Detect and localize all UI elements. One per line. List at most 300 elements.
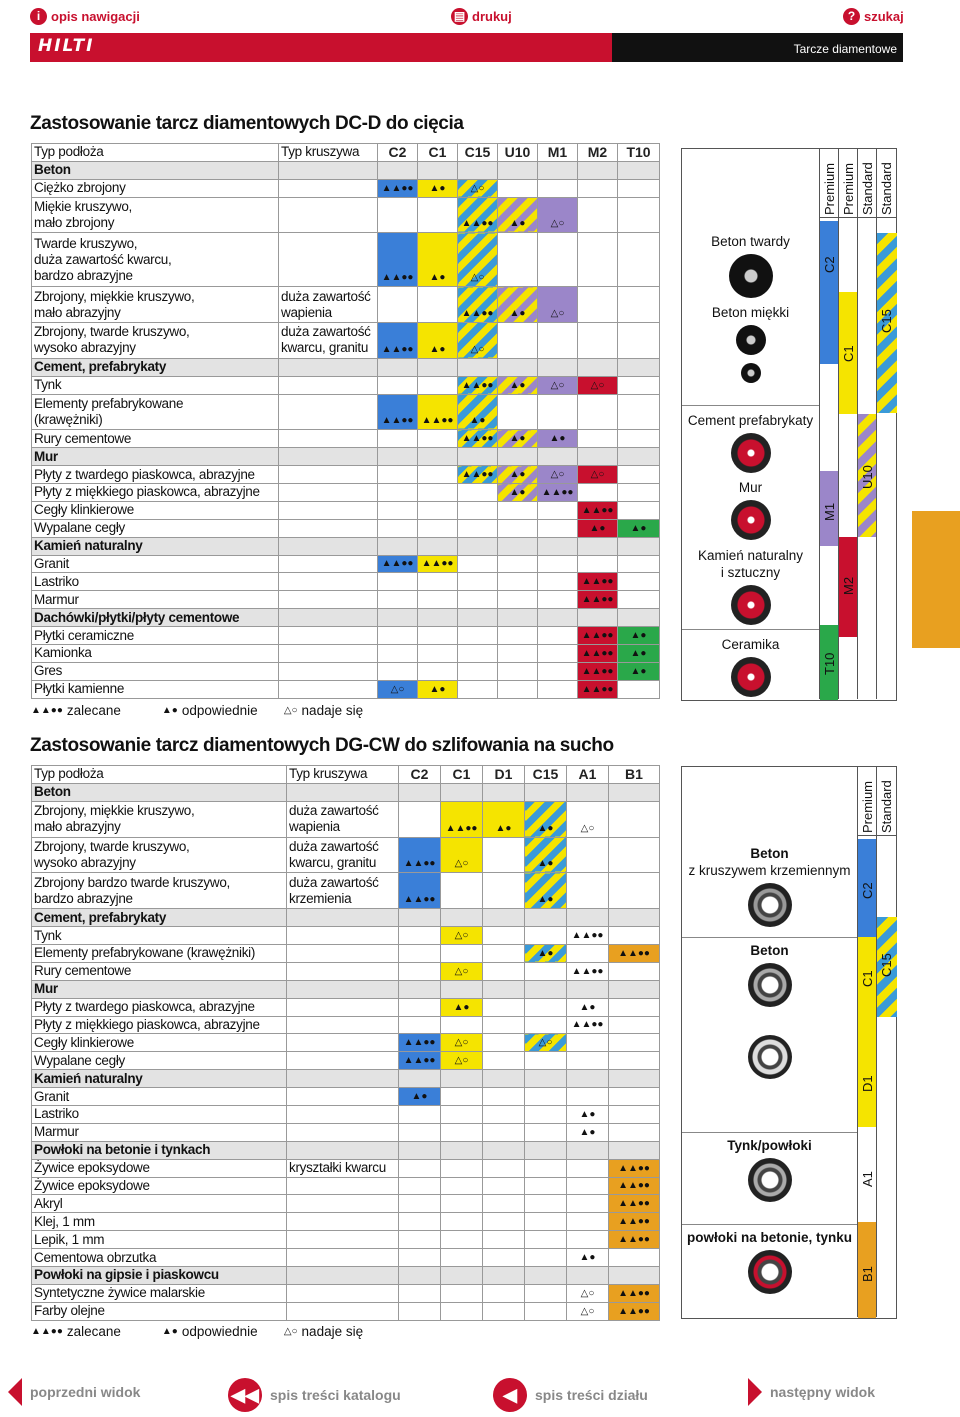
rating-cell-c15 bbox=[525, 1141, 567, 1159]
row-aggregate bbox=[287, 1213, 399, 1231]
bar-c2: C2 bbox=[820, 221, 838, 364]
nav-search[interactable] bbox=[843, 5, 904, 27]
rating-cell-b1: ▲▲●● bbox=[609, 1284, 660, 1302]
disc-icon bbox=[748, 1035, 792, 1079]
rating-cell-a1 bbox=[567, 1088, 609, 1106]
table-row bbox=[32, 287, 660, 323]
rating-cell-b1 bbox=[609, 1249, 660, 1267]
rating-cell-a1: ▲● bbox=[567, 1123, 609, 1141]
rating-cell-m2: ▲▲●● bbox=[578, 627, 618, 645]
rating-cell-c2 bbox=[378, 448, 418, 466]
rating-cell-c2 bbox=[399, 1159, 441, 1177]
row-aggregate bbox=[287, 909, 399, 927]
rating-cell-b1: ▲▲●● bbox=[609, 1195, 660, 1213]
nav-toc-section[interactable]: ◀ spis treści działu bbox=[493, 1378, 648, 1412]
rating-cell-c1: ▲▲●● bbox=[418, 555, 458, 573]
header-col-a1: A1 bbox=[567, 766, 609, 784]
rating-cell-t10 bbox=[618, 322, 660, 358]
rating-cell-c2 bbox=[378, 287, 418, 323]
rating-cell-m2: ▲▲●● bbox=[578, 501, 618, 519]
rating-cell-c15: ▲● bbox=[525, 837, 567, 873]
rating-cell-c1 bbox=[418, 573, 458, 591]
col2-premium: Premium bbox=[860, 780, 875, 833]
box-cement: Cement prefabrykaty bbox=[682, 405, 819, 477]
rating-cell-c2 bbox=[378, 358, 418, 376]
disc-icon bbox=[736, 325, 766, 355]
rating-cell-c1 bbox=[441, 944, 483, 962]
table-row bbox=[32, 1177, 660, 1195]
table-row bbox=[32, 591, 660, 609]
rating-cell-d1 bbox=[483, 1195, 525, 1213]
row-aggregate bbox=[287, 1284, 399, 1302]
rating-cell-u10: ▲● bbox=[498, 466, 538, 484]
rating-cell-m1 bbox=[538, 394, 578, 430]
arrow-left-icon bbox=[8, 1378, 22, 1406]
rating-cell-c1: ▲● bbox=[418, 680, 458, 698]
rating-cell-a1 bbox=[567, 1034, 609, 1052]
rating-cell-c15 bbox=[525, 1284, 567, 1302]
rating-cell-b1: ▲▲●● bbox=[609, 1177, 660, 1195]
rating-cell-t10 bbox=[618, 609, 660, 627]
rating-cell-m2 bbox=[578, 430, 618, 448]
rating-cell-u10 bbox=[498, 394, 538, 430]
table-row bbox=[32, 519, 660, 537]
rating-cell-c2 bbox=[378, 466, 418, 484]
row-substrate: Zbrojony, twarde kruszywo, wysoko abrazyjny bbox=[32, 322, 279, 358]
rating-cell-d1 bbox=[483, 1034, 525, 1052]
rating-cell-m2 bbox=[578, 484, 618, 502]
row-substrate: Cement, prefabrykaty bbox=[32, 909, 287, 927]
rating-cell-d1 bbox=[483, 1016, 525, 1034]
rating-cell-t10 bbox=[618, 537, 660, 555]
rating-cell-m1: △○ bbox=[538, 376, 578, 394]
rating-cell-c1 bbox=[441, 1088, 483, 1106]
rating-cell-u10 bbox=[498, 233, 538, 287]
table-row bbox=[32, 801, 660, 837]
arrow-right-icon bbox=[748, 1378, 762, 1406]
rating-cell-u10 bbox=[498, 662, 538, 680]
rating-cell-a1 bbox=[567, 783, 609, 801]
rating-cell-c1: △○ bbox=[441, 927, 483, 945]
rating-cell-c15 bbox=[525, 998, 567, 1016]
rating-cell-u10 bbox=[498, 179, 538, 197]
rating-cell-b1 bbox=[609, 1105, 660, 1123]
rating-cell-c2 bbox=[399, 998, 441, 1016]
category-row bbox=[32, 909, 660, 927]
rating-cell-c1 bbox=[441, 1249, 483, 1267]
table-row bbox=[32, 501, 660, 519]
row-substrate: Mur bbox=[32, 448, 279, 466]
rating-cell-c2 bbox=[399, 1177, 441, 1195]
row-substrate: Kamionka bbox=[32, 645, 279, 663]
row-substrate: Rury cementowe bbox=[32, 430, 279, 448]
row-substrate: Lepik, 1 mm bbox=[32, 1231, 287, 1249]
rating-cell-a1 bbox=[567, 909, 609, 927]
row-aggregate bbox=[279, 627, 378, 645]
bar-m2: M2 bbox=[839, 537, 857, 637]
rating-cell-d1 bbox=[483, 1177, 525, 1195]
rating-cell-c2 bbox=[378, 376, 418, 394]
table-row bbox=[32, 662, 660, 680]
table-row bbox=[32, 873, 660, 909]
table-header bbox=[32, 144, 660, 162]
rating-cell-c15 bbox=[525, 1016, 567, 1034]
rating-cell-c15: ▲● bbox=[525, 873, 567, 909]
nav-toc-catalog[interactable]: ◀◀ spis treści katalogu bbox=[228, 1378, 401, 1412]
row-substrate: Zbrojony, miękkie kruszywo, mało abrazyjny bbox=[32, 801, 287, 837]
rating-cell-d1 bbox=[483, 1302, 525, 1320]
rating-cell-t10 bbox=[618, 197, 660, 233]
category-row bbox=[32, 1070, 660, 1088]
rating-cell-c15 bbox=[458, 448, 498, 466]
rating-cell-c2: ▲▲●● bbox=[378, 233, 418, 287]
rating-cell-a1 bbox=[567, 837, 609, 873]
row-substrate: Płyty z twardego piaskowca, abrazyjne bbox=[32, 998, 287, 1016]
rating-cell-d1 bbox=[483, 837, 525, 873]
nav-info[interactable] bbox=[30, 5, 140, 27]
rating-cell-d1 bbox=[483, 1213, 525, 1231]
rating-cell-b1 bbox=[609, 837, 660, 873]
rating-cell-c1 bbox=[441, 1231, 483, 1249]
rating-cell-d1 bbox=[483, 927, 525, 945]
header-aggregate: Typ kruszywa bbox=[279, 144, 378, 162]
rating-cell-m1 bbox=[538, 645, 578, 663]
row-aggregate bbox=[279, 448, 378, 466]
rating-cell-u10 bbox=[498, 322, 538, 358]
table1-title: Zastosowanie tarcz diamentowych DC-D do cięcia bbox=[30, 113, 464, 134]
legend2: ▲▲●● zalecane ▲● odpowiednie △○ nadaje się bbox=[31, 1324, 364, 1339]
rating-cell-b1: ▲▲●● bbox=[609, 1159, 660, 1177]
table-row bbox=[32, 466, 660, 484]
rating-cell-m1 bbox=[538, 233, 578, 287]
row-aggregate bbox=[279, 179, 378, 197]
rating-cell-c15 bbox=[458, 358, 498, 376]
rating-cell-m2 bbox=[578, 448, 618, 466]
rating-cell-c2 bbox=[399, 1249, 441, 1267]
table-row bbox=[32, 837, 660, 873]
rating-cell-c2: ▲▲●● bbox=[399, 1052, 441, 1070]
rating-cell-c2 bbox=[378, 662, 418, 680]
rating-cell-c1 bbox=[441, 1016, 483, 1034]
rating-cell-a1: △○ bbox=[567, 1284, 609, 1302]
rating-cell-t10 bbox=[618, 430, 660, 448]
rating-cell-a1: △○ bbox=[567, 1302, 609, 1320]
col2-standard: Standard bbox=[879, 780, 894, 833]
disc-icon bbox=[741, 363, 761, 383]
row-aggregate bbox=[287, 1195, 399, 1213]
rating-cell-c1 bbox=[418, 591, 458, 609]
legend-fit: nadaje się bbox=[301, 703, 364, 718]
rating-cell-b1 bbox=[609, 909, 660, 927]
row-substrate: Powłoki na gipsie i piaskowcu bbox=[32, 1266, 287, 1284]
rating-cell-b1 bbox=[609, 1070, 660, 1088]
rating-cell-m2: ▲▲●● bbox=[578, 680, 618, 698]
nav-prev[interactable]: poprzedni widok bbox=[8, 1378, 140, 1406]
rating-cell-c2: ▲▲●● bbox=[378, 322, 418, 358]
rating-cell-c15 bbox=[525, 1249, 567, 1267]
rating-cell-a1: ▲● bbox=[567, 1249, 609, 1267]
rating-cell-c15 bbox=[525, 909, 567, 927]
header-col-c1: C1 bbox=[418, 144, 458, 162]
rating-cell-c2 bbox=[378, 197, 418, 233]
table-row bbox=[32, 1088, 660, 1106]
rating-cell-c2 bbox=[378, 501, 418, 519]
col-standard-2: Standard bbox=[879, 162, 894, 215]
rating-cell-m2 bbox=[578, 394, 618, 430]
rating-cell-b1: ▲▲●● bbox=[609, 1302, 660, 1320]
row-substrate: Cegły klinkierowe bbox=[32, 1034, 287, 1052]
rating-cell-c2 bbox=[378, 430, 418, 448]
row-substrate: Miękie kruszywo, mało zbrojony bbox=[32, 197, 279, 233]
bar2-a1: A1 bbox=[858, 1132, 876, 1222]
header-col-m2: M2 bbox=[578, 144, 618, 162]
rating-cell-c1 bbox=[418, 645, 458, 663]
nav-print-label: drukuj bbox=[472, 8, 512, 24]
rating-cell-c15 bbox=[458, 501, 498, 519]
table2-title: Zastosowanie tarcz diamentowych DG-CW do szlifowania na sucho bbox=[30, 735, 614, 756]
rating-cell-m2: ▲● bbox=[578, 519, 618, 537]
nav-print[interactable] bbox=[451, 5, 512, 27]
row-aggregate bbox=[279, 466, 378, 484]
rating-cell-c1 bbox=[441, 1177, 483, 1195]
row-aggregate bbox=[279, 484, 378, 502]
row-substrate: Elementy prefabrykowane (krawężniki) bbox=[32, 944, 287, 962]
row-substrate: Kamień naturalny bbox=[32, 1070, 287, 1088]
rating-cell-t10 bbox=[618, 680, 660, 698]
row-aggregate bbox=[287, 998, 399, 1016]
nav-info-label: opis nawigacji bbox=[51, 8, 140, 24]
rating-cell-c2: ▲▲●● bbox=[399, 873, 441, 909]
rating-cell-c1: ▲● bbox=[441, 998, 483, 1016]
rating-cell-m2 bbox=[578, 179, 618, 197]
row-substrate: Wypalane cegły bbox=[32, 1052, 287, 1070]
rating-cell-c2 bbox=[378, 627, 418, 645]
row-substrate: Mur bbox=[32, 980, 287, 998]
rating-cell-a1 bbox=[567, 873, 609, 909]
row-substrate: Cementowa obrzutka bbox=[32, 1249, 287, 1267]
side-panel-1 bbox=[681, 148, 897, 701]
row-substrate: Tynk bbox=[32, 927, 287, 945]
rating-cell-c15 bbox=[525, 1088, 567, 1106]
header-col-b1: B1 bbox=[609, 766, 660, 784]
rating-cell-t10 bbox=[618, 484, 660, 502]
section-bar bbox=[612, 33, 903, 62]
disc-icon bbox=[748, 1250, 792, 1294]
table2 bbox=[31, 765, 660, 1321]
rating-cell-m1 bbox=[538, 537, 578, 555]
rating-cell-c2: ▲▲●● bbox=[378, 179, 418, 197]
row-aggregate bbox=[279, 680, 378, 698]
table1 bbox=[31, 143, 660, 699]
box-ceramika: Ceramika bbox=[682, 629, 819, 699]
rating-cell-u10 bbox=[498, 519, 538, 537]
rating-cell-c2 bbox=[378, 519, 418, 537]
rating-cell-m2: ▲▲●● bbox=[578, 662, 618, 680]
rating-cell-c15 bbox=[458, 519, 498, 537]
row-aggregate bbox=[279, 376, 378, 394]
row-aggregate: duża zawartość wapienia bbox=[287, 801, 399, 837]
rating-cell-m1 bbox=[538, 501, 578, 519]
row-aggregate: duża zawartość wapienia bbox=[279, 287, 378, 323]
table-row bbox=[32, 1052, 660, 1070]
rating-cell-c2 bbox=[378, 573, 418, 591]
category-row bbox=[32, 448, 660, 466]
row-aggregate bbox=[287, 962, 399, 980]
rating-cell-c2: ▲▲●● bbox=[399, 1034, 441, 1052]
rating-cell-d1 bbox=[483, 1249, 525, 1267]
rating-cell-u10: ▲● bbox=[498, 376, 538, 394]
table-row bbox=[32, 1249, 660, 1267]
table-row bbox=[32, 1284, 660, 1302]
printer-icon: ▤ bbox=[451, 8, 468, 25]
row-substrate: Farby olejne bbox=[32, 1302, 287, 1320]
row-aggregate: duża zawartość krzemienia bbox=[287, 873, 399, 909]
rating-cell-c1 bbox=[418, 537, 458, 555]
rating-cell-c15: ▲▲●● bbox=[458, 287, 498, 323]
rating-cell-c2 bbox=[399, 1231, 441, 1249]
nav-next[interactable]: następny widok bbox=[748, 1378, 875, 1406]
rating-cell-t10: ▲● bbox=[618, 645, 660, 663]
rating-cell-b1 bbox=[609, 1052, 660, 1070]
box-kamien: Kamień naturalny i sztuczny bbox=[682, 543, 819, 629]
double-arrow-left-icon: ◀◀ bbox=[228, 1378, 262, 1412]
rating-cell-c2 bbox=[399, 1141, 441, 1159]
rating-cell-c2: ▲▲●● bbox=[399, 837, 441, 873]
row-substrate: Lastriko bbox=[32, 573, 279, 591]
rating-cell-b1 bbox=[609, 1141, 660, 1159]
rating-cell-c15 bbox=[458, 680, 498, 698]
rating-cell-m2 bbox=[578, 555, 618, 573]
rating-cell-m2: ▲▲●● bbox=[578, 645, 618, 663]
row-aggregate bbox=[279, 501, 378, 519]
row-substrate: Lastriko bbox=[32, 1105, 287, 1123]
row-substrate: Marmur bbox=[32, 1123, 287, 1141]
rating-cell-c1: ▲▲●● bbox=[418, 394, 458, 430]
table-row bbox=[32, 484, 660, 502]
rating-cell-c1 bbox=[418, 484, 458, 502]
bar2-c1: C1 bbox=[858, 937, 876, 1007]
table-row bbox=[32, 179, 660, 197]
rating-cell-t10 bbox=[618, 466, 660, 484]
rating-cell-t10: ▲● bbox=[618, 519, 660, 537]
rating-cell-a1 bbox=[567, 944, 609, 962]
rating-cell-a1 bbox=[567, 1266, 609, 1284]
rating-cell-c2 bbox=[378, 609, 418, 627]
rating-cell-a1: ▲▲●● bbox=[567, 962, 609, 980]
legend-fit-sym: △○ bbox=[283, 705, 298, 716]
row-aggregate bbox=[279, 662, 378, 680]
table-row bbox=[32, 680, 660, 698]
row-substrate: Cement, prefabrykaty bbox=[32, 358, 279, 376]
info-icon: i bbox=[30, 8, 47, 25]
rating-cell-b1 bbox=[609, 998, 660, 1016]
rating-cell-m2 bbox=[578, 287, 618, 323]
rating-cell-m1 bbox=[538, 322, 578, 358]
col-standard-1: Standard bbox=[860, 162, 875, 215]
rating-cell-m2 bbox=[578, 322, 618, 358]
rating-cell-c2: ▲▲●● bbox=[378, 394, 418, 430]
rating-cell-c15 bbox=[525, 1070, 567, 1088]
row-aggregate bbox=[287, 1016, 399, 1034]
rating-cell-t10 bbox=[618, 573, 660, 591]
rating-cell-c2 bbox=[399, 944, 441, 962]
rating-cell-m1 bbox=[538, 179, 578, 197]
rating-cell-a1 bbox=[567, 1195, 609, 1213]
header-col-d1: D1 bbox=[483, 766, 525, 784]
table-row bbox=[32, 1231, 660, 1249]
rating-cell-u10: ▲● bbox=[498, 197, 538, 233]
rating-cell-c1 bbox=[441, 1070, 483, 1088]
rating-cell-a1 bbox=[567, 1213, 609, 1231]
disc-icon bbox=[748, 963, 792, 1007]
rating-cell-c2 bbox=[399, 1195, 441, 1213]
rating-cell-c15: ▲▲●● bbox=[458, 376, 498, 394]
rating-cell-c1 bbox=[418, 627, 458, 645]
rating-cell-u10 bbox=[498, 555, 538, 573]
legend-best-sym: ▲▲●● bbox=[31, 705, 63, 716]
row-substrate: Rury cementowe bbox=[32, 962, 287, 980]
table-row bbox=[32, 627, 660, 645]
table-row bbox=[32, 1016, 660, 1034]
rating-cell-c2 bbox=[399, 909, 441, 927]
disc-icon bbox=[748, 1158, 792, 1202]
row-aggregate bbox=[279, 233, 378, 287]
row-aggregate bbox=[279, 645, 378, 663]
row-substrate: Tynk bbox=[32, 376, 279, 394]
rating-cell-d1 bbox=[483, 1141, 525, 1159]
table-row bbox=[32, 645, 660, 663]
table-row bbox=[32, 1123, 660, 1141]
rating-cell-c15: ▲▲●● bbox=[458, 430, 498, 448]
section-name: Tarcze diamentowe bbox=[793, 42, 897, 56]
rating-cell-c2 bbox=[399, 1266, 441, 1284]
rating-cell-u10 bbox=[498, 627, 538, 645]
rating-cell-a1: △○ bbox=[567, 801, 609, 837]
rating-cell-c2 bbox=[378, 161, 418, 179]
rating-cell-c1 bbox=[441, 873, 483, 909]
row-aggregate: kryształki kwarcu bbox=[287, 1159, 399, 1177]
rating-cell-c15 bbox=[525, 1052, 567, 1070]
rating-cell-m1 bbox=[538, 591, 578, 609]
row-aggregate bbox=[279, 591, 378, 609]
rating-cell-b1 bbox=[609, 927, 660, 945]
header-col-u10: U10 bbox=[498, 144, 538, 162]
row-substrate: Gres bbox=[32, 662, 279, 680]
row-aggregate bbox=[287, 1088, 399, 1106]
rating-cell-c1: △○ bbox=[441, 962, 483, 980]
rating-cell-t10 bbox=[618, 501, 660, 519]
row-aggregate bbox=[287, 783, 399, 801]
rating-cell-c1 bbox=[441, 1284, 483, 1302]
rating-cell-m1 bbox=[538, 161, 578, 179]
rating-cell-c15 bbox=[458, 555, 498, 573]
row-substrate: Ciężko zbrojony bbox=[32, 179, 279, 197]
header-banner bbox=[30, 33, 903, 62]
row-substrate: Płyty z miękkiego piaskowca, abrazyjne bbox=[32, 484, 279, 502]
row-substrate: Granit bbox=[32, 555, 279, 573]
disc-icon bbox=[748, 883, 792, 927]
bar-c1: C1 bbox=[839, 292, 857, 414]
row-substrate: Płyty z twardego piaskowca, abrazyjne bbox=[32, 466, 279, 484]
side-tab[interactable] bbox=[912, 511, 960, 648]
bar2-c2: C2 bbox=[858, 839, 876, 937]
rating-cell-c2 bbox=[399, 980, 441, 998]
rating-cell-m2 bbox=[578, 233, 618, 287]
rating-cell-m2: ▲▲●● bbox=[578, 591, 618, 609]
rating-cell-t10 bbox=[618, 555, 660, 573]
box-label: Beton twardy bbox=[711, 234, 790, 249]
rating-cell-c15: ▲● bbox=[525, 801, 567, 837]
